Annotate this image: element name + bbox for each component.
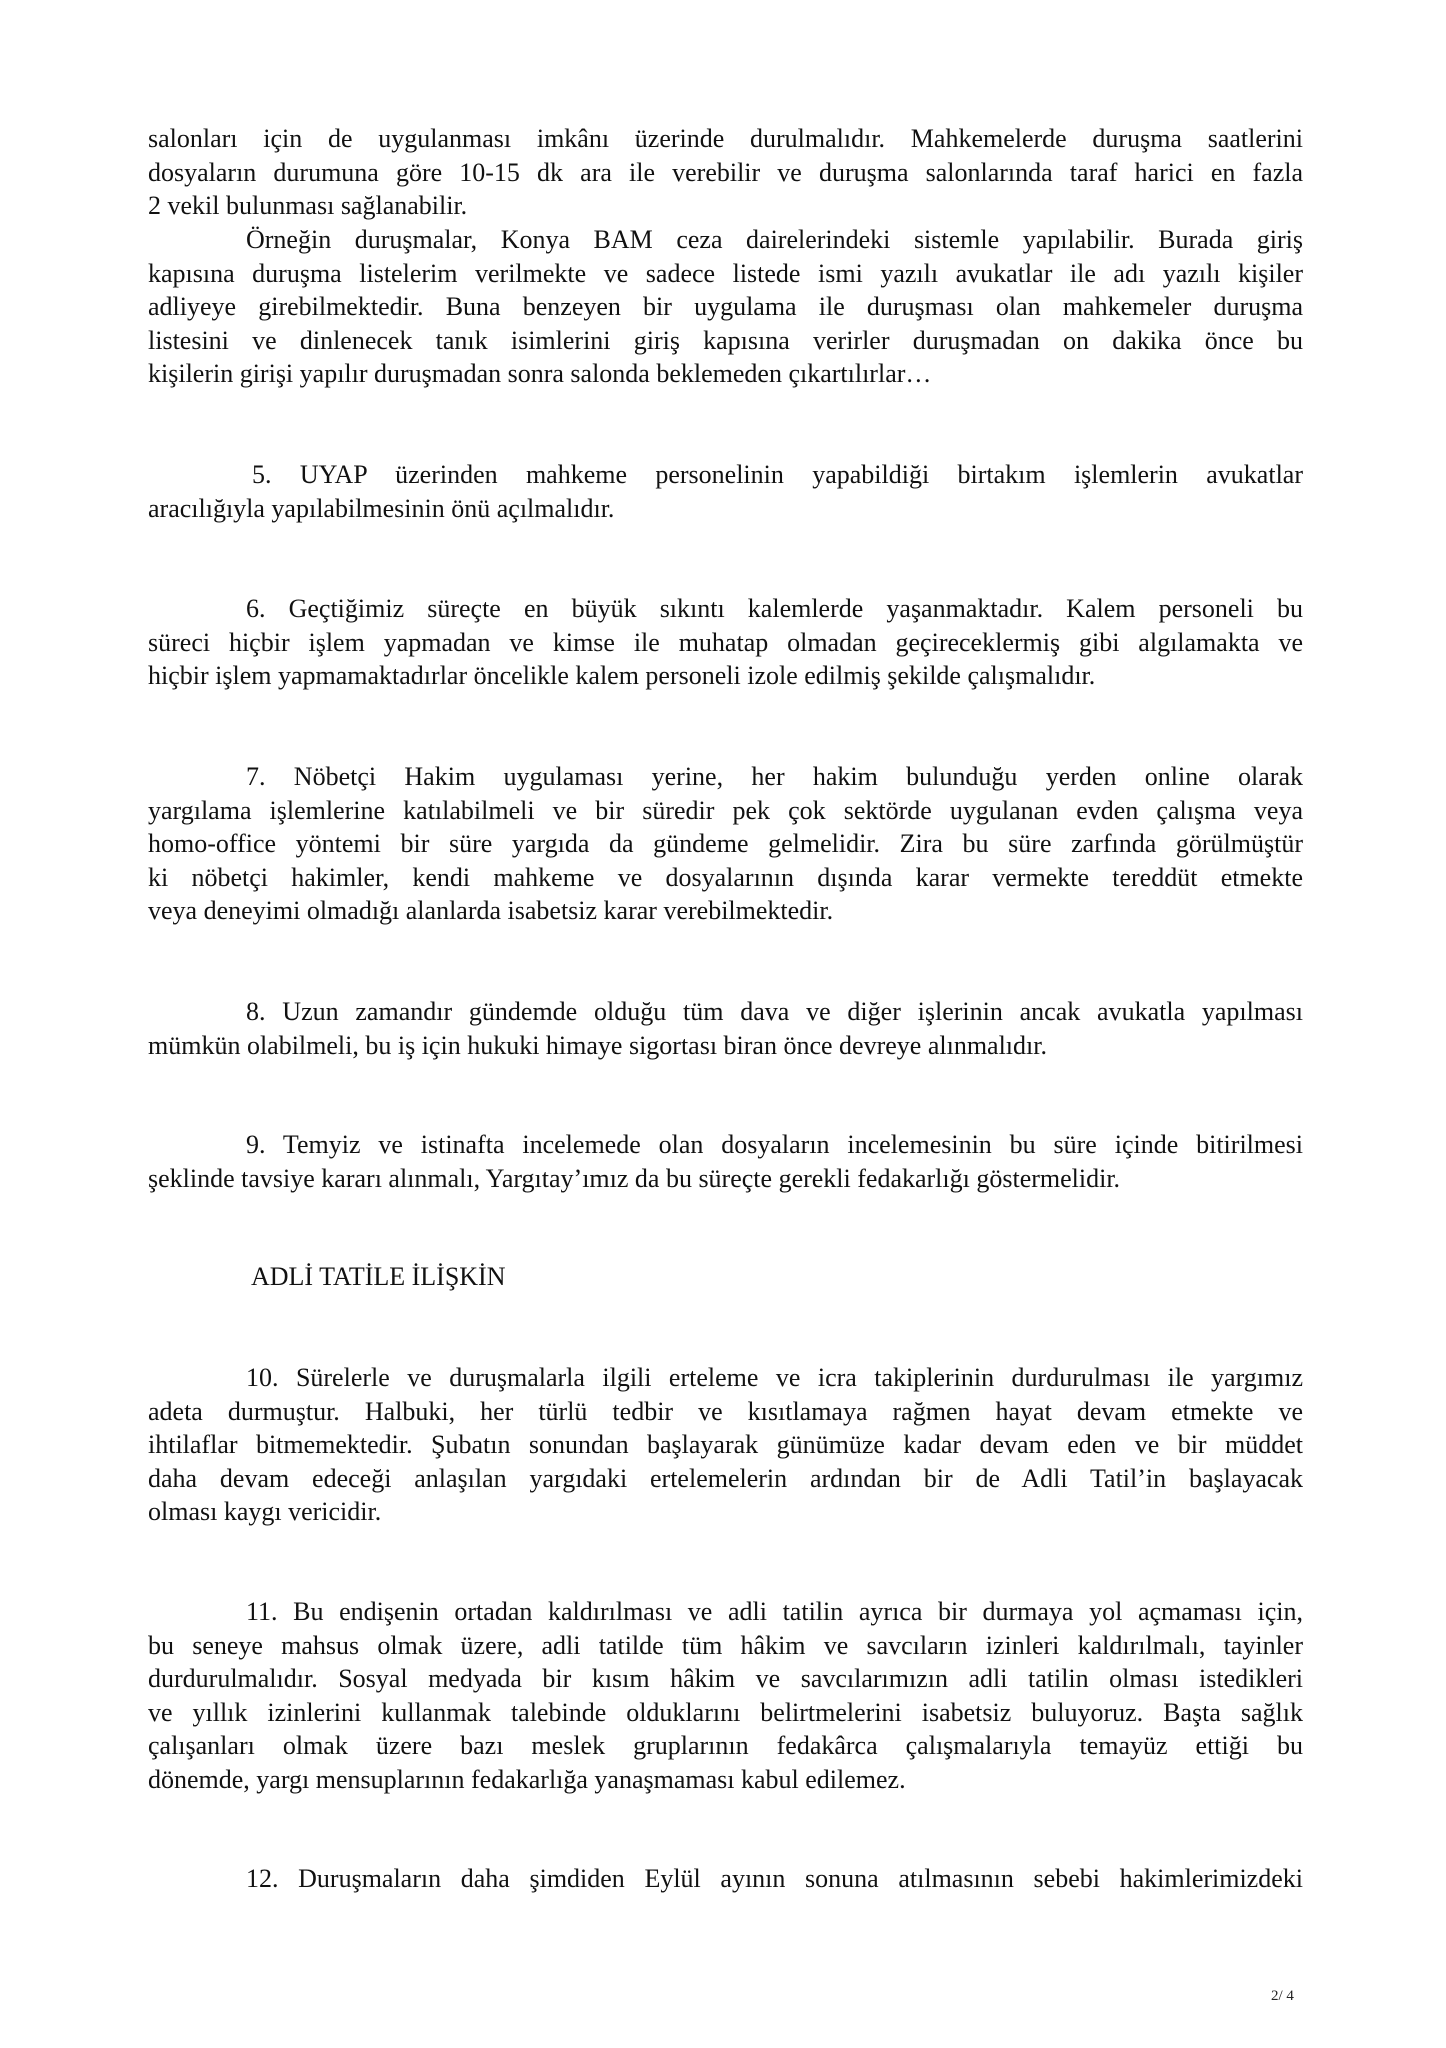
section-heading: ADLİ TATİLE İLİŞKİN xyxy=(251,1262,506,1291)
text-line: dönemde, yargı mensuplarının fedakarlığa yanaşmaması kabul edilemez. xyxy=(148,1764,906,1794)
paragraph-item-10 xyxy=(148,1361,1303,1529)
text-line: ihtilaflar bitmemektedir. Şubatın sonundan başlayarak günümüze kadar devam eden ve bir müddet xyxy=(148,1430,1303,1459)
text-line: adeta durmuştur. Halbuki, her türlü tedbir ve kısıtlamaya rağmen hayat devam etmekte ve xyxy=(148,1396,1303,1426)
text-line: 2 vekil bulunması sağlanabilir. xyxy=(148,191,468,220)
text-line: mümkün olabilmeli, bu iş için hukuki himaye sigortası biran önce devreye alınmalıdır. xyxy=(148,1030,1047,1060)
paragraph-continuation xyxy=(148,122,1303,223)
text-line: kişilerin girişi yapılır duruşmadan sonra salonda beklemeden çıkartılırlar… xyxy=(148,359,932,388)
paragraph-konya-example xyxy=(148,223,1303,391)
text-line: salonları için de uygulanması imkânı üzerinde durulmalıdır. Mahkemelerde duruşma saatlerini xyxy=(148,124,1303,153)
text-line: yargılama işlemlerine katılabilmeli ve bir süredir pek çok sektörde uygulanan evden çalışma veya xyxy=(148,795,1303,825)
text-line: çalışanları olmak üzere bazı meslek gruplarının fedakârca çalışmalarıyla temayüz ettiği bu xyxy=(148,1731,1303,1760)
text-line: dosyaların durumuna göre 10-15 dk ara ile verebilir ve duruşma salonlarında taraf harici en fazla xyxy=(148,157,1303,187)
text-line: şeklinde tavsiye kararı alınmalı, Yargıtay’ımız da bu süreçte gerekli fedakarlığı göstermelidir. xyxy=(148,1163,1121,1193)
paragraph-item-11 xyxy=(148,1595,1303,1796)
text-line: 12. Duruşmaların daha şimdiden Eylül ayının sonuna atılmasının sebebi hakimlerimizdeki xyxy=(246,1864,1303,1893)
paragraph-item-7 xyxy=(148,760,1303,928)
text-line: daha devam edeceği anlaşılan yargıdaki ertelemelerin ardından bir de Adli Tatil’in başlayacak xyxy=(148,1463,1303,1493)
text-line: hiçbir işlem yapmamaktadırlar öncelikle kalem personeli izole edilmiş şekilde çalışmalıdır. xyxy=(148,661,1096,690)
text-line: homo-office yöntemi bir süre yargıda da gündeme gelmelidir. Zira bu süre zarfında görülmüştür xyxy=(148,829,1303,858)
text-line: süreci hiçbir işlem yapmadan ve kimse ile muhatap olmadan geçireceklermiş gibi algılamakta ve xyxy=(148,627,1303,657)
paragraph-item-12 xyxy=(148,1862,1303,1896)
text-line: 8. Uzun zamandır gündemde olduğu tüm dava ve diğer işlerinin ancak avukatla yapılması xyxy=(246,997,1303,1026)
text-line: 9. Temyiz ve istinafta incelemede olan dosyaların incelemesinin bu süre içinde bitirilmesi xyxy=(246,1130,1303,1159)
text-line: olması kaygı vericidir. xyxy=(148,1497,382,1526)
text-line: aracılığıyla yapılabilmesinin önü açılmalıdır. xyxy=(148,493,615,523)
text-line: 6. Geçtiğimiz süreçte en büyük sıkıntı kalemlerde yaşanmaktadır. Kalem personeli bu xyxy=(246,594,1303,623)
text-line: durdurulmalıdır. Sosyal medyada bir kısım hâkim ve savcılarımızın adli tatilin olması istedikleri xyxy=(148,1664,1303,1693)
text-line: veya deneyimi olmadığı alanlarda isabetsiz karar verebilmektedir. xyxy=(148,896,834,925)
text-line: bu seneye mahsus olmak üzere, adli tatilde tüm hâkim ve savcıların izinleri kaldırılmalı, tayinler xyxy=(148,1630,1303,1660)
text-line: ki nöbetçi hakimler, kendi mahkeme ve dosyalarının dışında karar vermekte tereddüt etmekte xyxy=(148,862,1303,892)
text-line: 11. Bu endişenin ortadan kaldırılması ve adli tatilin ayrıca bir durmaya yol açmaması için, xyxy=(246,1597,1303,1626)
page-number: 2/ 4 xyxy=(1271,1988,1294,2004)
text-line: Örneğin duruşmalar, Konya BAM ceza dairelerindeki sistemle yapılabilir. Burada giriş xyxy=(246,225,1303,254)
text-line: ve yıllık izinlerini kullanmak talebinde olduklarını belirtmelerini isabetsiz buluyoruz. Başta sağlık xyxy=(148,1697,1303,1727)
text-line: kapısına duruşma listelerim verilmekte ve sadece listede ismi yazılı avukatlar ile adı yazılı kişiler xyxy=(148,258,1303,288)
text-line: listesini ve dinlenecek tanık isimlerini giriş kapısına verirler duruşmadan on dakika önce bu xyxy=(148,325,1303,355)
paragraph-item-8 xyxy=(148,995,1303,1062)
text-line: 5. UYAP üzerinden mahkeme personelinin yapabildiği birtakım işlemlerin avukatlar xyxy=(252,460,1303,489)
paragraph-item-5 xyxy=(148,458,1303,525)
paragraph-item-9 xyxy=(148,1128,1303,1195)
text-line: 7. Nöbetçi Hakim uygulaması yerine, her hakim bulunduğu yerden online olarak xyxy=(246,762,1303,791)
paragraph-item-6 xyxy=(148,592,1303,693)
text-line: adliyeye girebilmektedir. Buna benzeyen bir uygulama ile duruşması olan mahkemeler duruşma xyxy=(148,292,1303,321)
text-line: 10. Sürelerle ve duruşmalarla ilgili erteleme ve icra takiplerinin durdurulması ile yargımız xyxy=(246,1363,1303,1392)
